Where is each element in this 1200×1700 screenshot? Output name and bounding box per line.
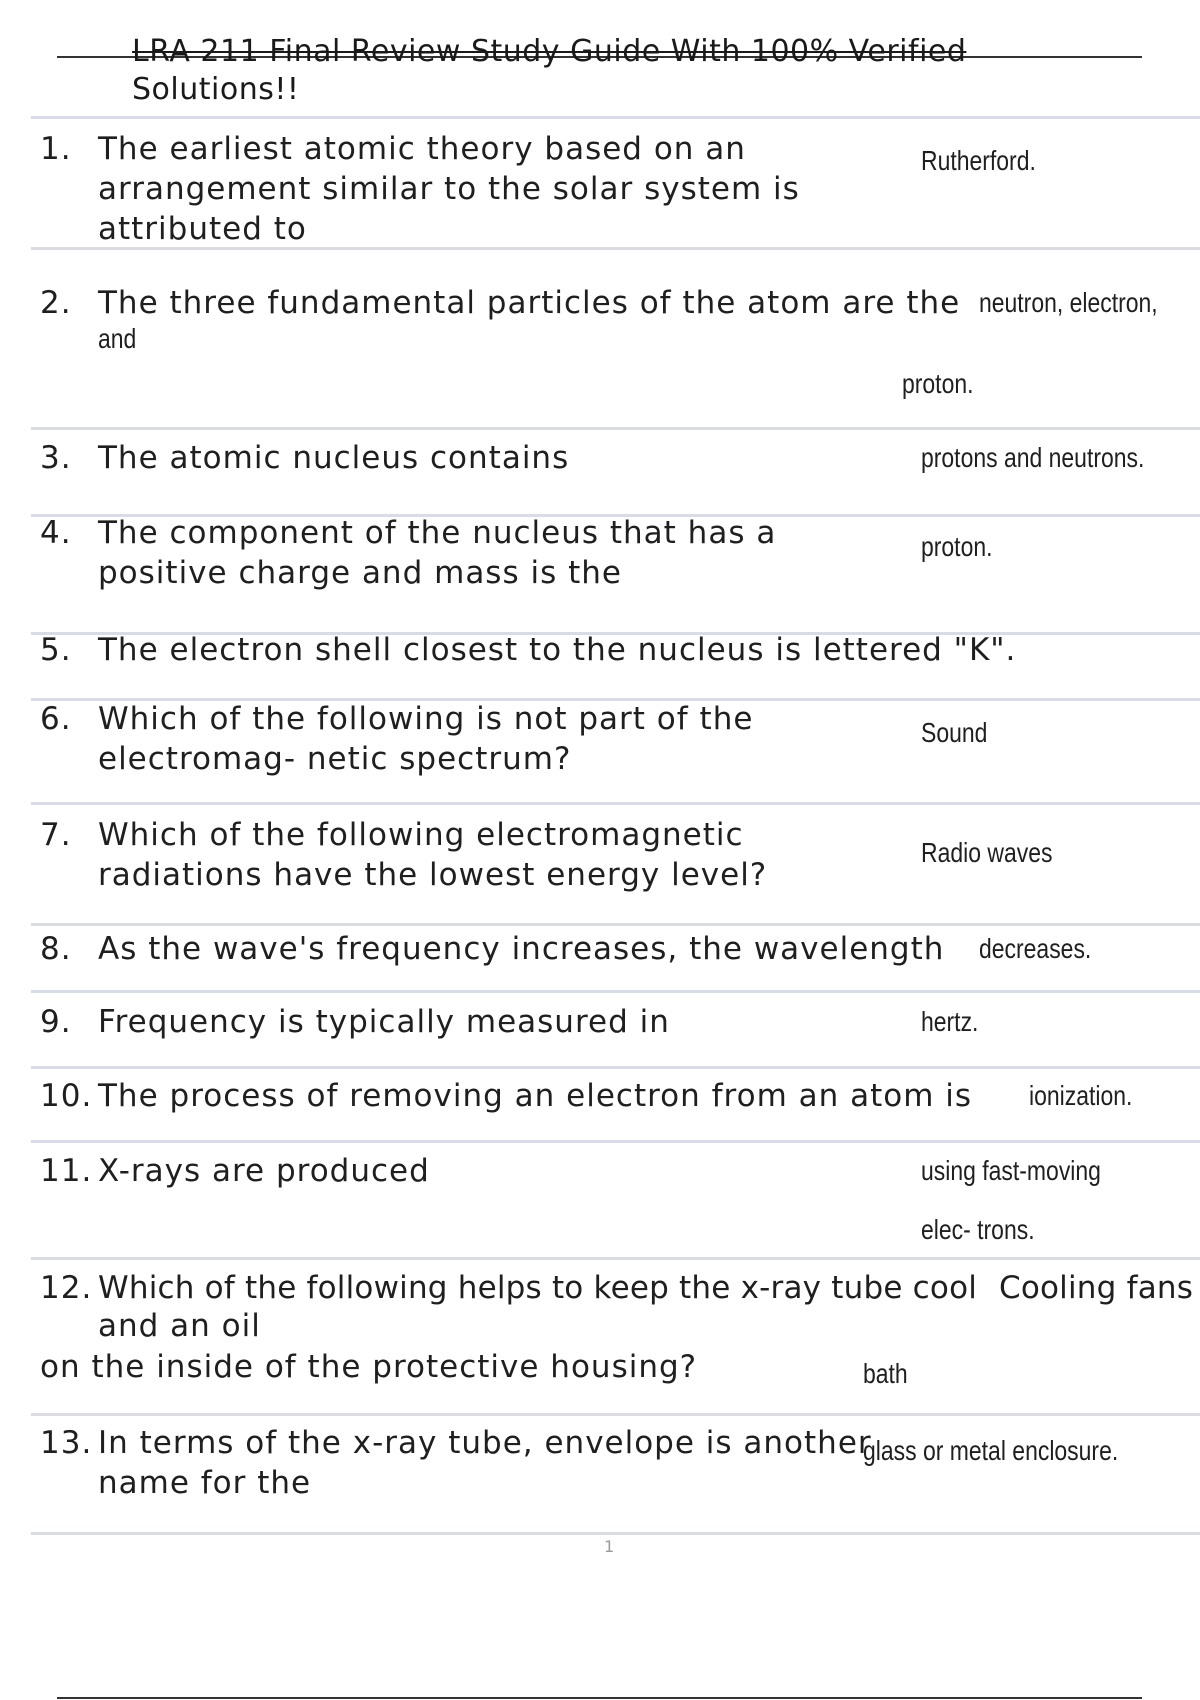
answer-text: ionization. bbox=[1029, 1080, 1133, 1111]
row-divider bbox=[31, 802, 1200, 805]
answer-text: bath bbox=[863, 1358, 908, 1389]
question-number: 7. bbox=[40, 817, 72, 853]
row-divider bbox=[31, 1413, 1200, 1416]
page-number: 1 bbox=[604, 1537, 615, 1556]
question-text: The atomic nucleus contains bbox=[98, 440, 570, 476]
question-text: The process of removing an electron from an atom is bbox=[98, 1078, 973, 1114]
question-number: 9. bbox=[40, 1004, 72, 1040]
row-divider bbox=[31, 427, 1200, 430]
answer-text: glass or metal enclosure. bbox=[863, 1435, 1119, 1466]
question-line: positive charge and mass is the bbox=[98, 555, 622, 591]
question-number: 5. bbox=[40, 632, 72, 664]
question-line: arrangement similar to the solar system is bbox=[98, 171, 800, 207]
question-text: Frequency is typically measured in bbox=[98, 1004, 670, 1040]
answer-line: using fast-moving bbox=[921, 1155, 1101, 1186]
document-title bbox=[132, 33, 966, 109]
question-text bbox=[98, 815, 767, 895]
question-line: radiations have the lowest energy level? bbox=[98, 857, 768, 893]
question-text bbox=[98, 699, 753, 779]
question-number: 2. bbox=[40, 285, 72, 321]
row-divider bbox=[31, 247, 1200, 250]
question-text bbox=[98, 129, 800, 249]
answer-text: and bbox=[98, 323, 137, 354]
answer-text-inline: neutron, electron, bbox=[979, 287, 1158, 318]
question-line: name for the bbox=[98, 1465, 312, 1501]
question-number: 11. bbox=[40, 1153, 93, 1189]
question-line: Which of the following electromagnetic bbox=[98, 817, 744, 853]
row-divider bbox=[31, 1066, 1200, 1069]
question-text bbox=[98, 1423, 872, 1503]
answer-text: Sound bbox=[921, 717, 988, 748]
bottom-rule bbox=[57, 1697, 1142, 1699]
answer-text: protons and neutrons. bbox=[921, 442, 1145, 473]
row-divider bbox=[31, 1257, 1200, 1260]
row-divider bbox=[31, 1140, 1200, 1143]
row-divider bbox=[31, 990, 1200, 993]
answer-text: Cooling fans bbox=[999, 1270, 1194, 1306]
answer-text bbox=[921, 1154, 1101, 1247]
row-divider bbox=[31, 923, 1200, 926]
question-text: X-rays are produced bbox=[98, 1153, 430, 1189]
row-divider bbox=[31, 1532, 1200, 1535]
answer-text: Radio waves bbox=[921, 837, 1053, 868]
question-text: and an oil bbox=[98, 1308, 261, 1344]
question-number: 1. bbox=[40, 131, 72, 167]
question-line: attributed to bbox=[98, 211, 307, 247]
question-number: 3. bbox=[40, 440, 72, 476]
question-number: 8. bbox=[40, 931, 72, 967]
question-number: 13. bbox=[40, 1425, 93, 1461]
question-line: The component of the nucleus that has a bbox=[98, 515, 777, 551]
title-line-2: Solutions!! bbox=[132, 72, 300, 107]
answer-line: elec- trons. bbox=[921, 1214, 1035, 1245]
row-divider bbox=[31, 116, 1200, 119]
title-line-1: LRA 211 Final Review Study Guide With 100% Verified bbox=[132, 34, 967, 69]
question-text: on the inside of the protective housing? bbox=[40, 1349, 698, 1385]
answer-text: proton. bbox=[902, 368, 974, 399]
question-number: 4. bbox=[40, 515, 72, 551]
answer-text: Rutherford. bbox=[921, 145, 1036, 176]
question-text bbox=[98, 513, 776, 593]
question-number: 6. bbox=[40, 701, 72, 737]
question-line: electromag- netic spectrum? bbox=[98, 741, 572, 777]
row-divider bbox=[31, 632, 1200, 635]
question-line: The earliest atomic theory based on an bbox=[98, 131, 746, 167]
question-text: As the wave's frequency increases, the wavelength bbox=[98, 931, 945, 967]
question-text: The three fundamental particles of the atom are the bbox=[98, 285, 961, 321]
answer-text: hertz. bbox=[921, 1006, 979, 1037]
answer-text: decreases. bbox=[979, 933, 1092, 964]
question-line: In terms of the x-ray tube, envelope is another bbox=[98, 1425, 872, 1461]
answer-text: proton. bbox=[921, 531, 993, 562]
question-text: The electron shell closest to the nucleus is lettered "K". bbox=[98, 632, 1017, 664]
question-line: Which of the following is not part of the bbox=[98, 701, 754, 737]
question-number: 12. bbox=[40, 1270, 93, 1306]
question-number: 10. bbox=[40, 1078, 93, 1114]
question-text: Which of the following helps to keep the x-ray tube cool bbox=[98, 1270, 978, 1306]
